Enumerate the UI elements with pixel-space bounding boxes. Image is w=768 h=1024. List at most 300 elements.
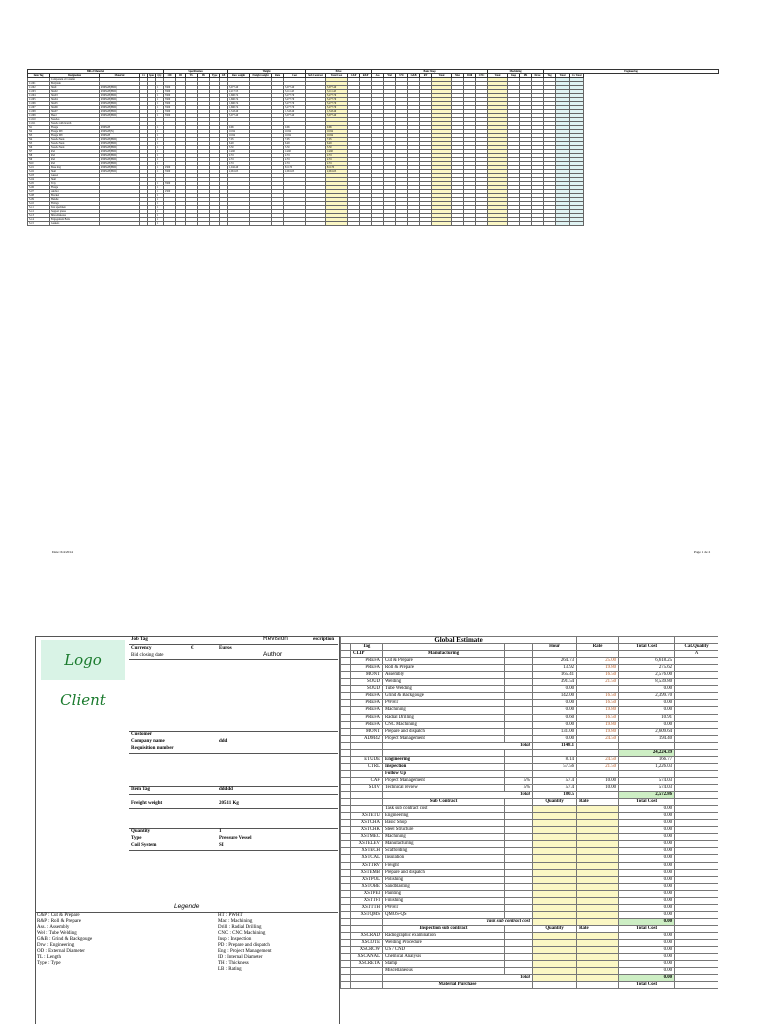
bom-cell: Shell3 [50,94,100,98]
estimate-cell: 0.00 [619,911,675,918]
bom-column-header: Mac [452,74,464,78]
estimate-cell: 57.4 [533,784,577,791]
estimate-cell [505,686,533,693]
estimate-cell: 0.00 [619,686,675,693]
estimate-cell: XSTCHK [351,827,383,834]
legende-item: LB : Rating [218,967,242,972]
estimate-cell: Total [383,975,533,982]
estimate-cell [351,742,383,749]
estimate-cell [577,651,619,658]
bom-group-header: Weight [228,70,306,74]
manufacturing-row [341,707,719,714]
estimate-cell: 0.00 [533,735,577,742]
estimate-cell [341,799,351,806]
estimate-cell [675,940,718,947]
estimate-cell [341,806,351,813]
bom-cell: 3500 [164,86,176,90]
estimate-cell [505,700,533,707]
bom-cell: P265GH(BSD) [100,106,140,110]
bom-cell: C-001 [28,82,50,86]
estimate-cell: Steel Structure [383,827,505,834]
bom-cell: 3.50 [284,146,306,150]
estimate-cell [341,679,351,686]
task-sub-total-row [341,918,719,925]
estimate-cell: Sandblasting [383,883,505,890]
estimate-cell [675,672,718,679]
legende-left [37,913,217,967]
estimate-cell: Roll & Prepare [383,665,505,672]
bom-cell [284,222,306,226]
manufacturing-row [341,693,719,700]
estimate-cell: 574.03 [619,777,675,784]
bom-group-header: Price [306,70,372,74]
manufacturing-row [341,686,719,693]
estimate-cell [505,827,533,834]
estimate-cell: MONT [351,672,383,679]
estimate-cell [505,925,533,932]
bom-cell: 2.53 [284,162,306,166]
estimate-cell: Tube Welding [383,686,505,693]
estimate-cell: Total Cost [619,982,675,989]
logo-client: Logo Client [41,640,125,680]
estimate-cell: 0.00 [619,862,675,869]
estimate-cell: 0.00 [619,855,675,862]
estimate-cell [577,637,619,644]
estimate-cell: Cut & Prepare [383,658,505,665]
bom-cell: S-09 [28,198,50,202]
bom-cell: 6.48 [228,142,250,146]
estimate-cell: XSCRAD [351,932,383,939]
hour-header: Hour [533,644,577,651]
bom-column-header: Drill [464,74,476,78]
bom-cell: 3,277.79 [284,98,306,102]
bom-cell: 1 [156,90,164,94]
sub-contract-row [341,869,719,876]
bom-cell: P265GH [100,126,140,130]
bom-cell [476,222,488,226]
estimate-cell [675,658,718,665]
bom-cell [532,222,544,226]
estimate-cell: ADM42 [351,735,383,742]
estimate-cell [341,777,351,784]
estimate-cell [675,714,718,721]
estimate-cell [533,904,577,911]
estimate-cell [675,954,718,961]
estimate-cell [577,911,619,918]
estimate-cell: 19.80 [577,707,619,714]
estimate-cell [341,954,351,961]
bom-column-header: Ass [372,74,384,78]
estimate-cell: Scaffolding [383,848,505,855]
legende-item: OD : External Diameter [37,949,85,954]
task-sub-cost-label: Task sub contract cost [383,918,533,925]
engineering-row [341,763,719,770]
sub-contract-header: Sub Contract [383,799,505,806]
estimate-cell [675,700,718,707]
estimate-cell: 0.00 [533,721,577,728]
estimate-cell [619,770,675,777]
bom-cell: 1 [156,102,164,106]
estimate-cell [533,932,577,939]
estimate-cell: 13.92 [533,665,577,672]
bom-cell: 811.70 [284,166,306,170]
estimate-cell [577,813,619,820]
estimate-cell [577,749,619,756]
bom-cell: 3,277.79 [284,106,306,110]
estimate-cell: 10.91 [619,714,675,721]
bom-cell [176,222,186,226]
estimate-cell: Inspection [383,763,505,770]
bom-column-header: TL [186,74,198,78]
estimate-cell: XSCRETA [351,961,383,968]
estimate-cell [675,686,718,693]
bom-cell [488,222,508,226]
estimate-cell [533,848,577,855]
bom-column-header: RT [420,74,432,78]
estimate-cell: 19.80 [577,728,619,735]
global-estimate-table [340,636,718,989]
estimate-cell [675,869,718,876]
estimate-cell: 2,576.00 [619,672,675,679]
bom-cell [198,222,210,226]
estimate-cell: 19.80 [577,665,619,672]
bom-cell: 3500 [164,106,176,110]
bom-cell: 0.96 [326,126,348,130]
sub-contract-row [341,855,719,862]
bom-cell: 10.84 [284,130,306,134]
bom-cell: 0.96 [228,126,250,130]
estimate-cell: Insulation [383,855,505,862]
estimate-cell [533,827,577,834]
bom-cell: Nozzle with branch [50,122,100,126]
bom-cell: Nozzles [50,118,100,122]
estimate-cell [505,679,533,686]
bom-cell: P265GH(BSD) [100,94,140,98]
estimate-cell [341,672,351,679]
bom-cell: Pad [50,162,100,166]
bom-cell: C-005 [28,98,50,102]
tag-header: Tag [351,644,383,651]
estimate-cell: 131.00 [533,728,577,735]
bom-cell: P265GH(BSD) [100,102,140,106]
bom-cell: Shell [50,86,100,90]
type-label: Type [131,836,142,841]
bom-cell [464,222,476,226]
estimate-cell: XSTQMS [351,911,383,918]
estimate-cell: Rate [577,925,619,932]
estimate-cell [505,954,533,961]
bom-cell [210,222,220,226]
estimate-cell: 0.00 [619,883,675,890]
estimate-cell [577,841,619,848]
estimate-cell: Miscellaneous [383,968,505,975]
estimate-cell [577,932,619,939]
bom-cell: 1,543.49 [284,110,306,114]
estimate-cell [675,784,718,791]
bom-cell [452,222,464,226]
estimate-cell [577,954,619,961]
bom-cell: 1,690.74 [228,106,250,110]
bom-cell [396,222,408,226]
type-value: Pressure Vessel [219,836,252,841]
task-sub-cost: 0.00 [619,918,675,925]
bom-cell: 3,111.43 [326,90,348,94]
estimate-cell: MONT [351,728,383,735]
bom-cell: Flange DN [50,134,100,138]
estimate-cell [341,770,351,777]
bom-column-header: Type [210,74,220,78]
estimate-cell [675,679,718,686]
bom-cell: P265GH(BSD) [100,110,140,114]
estimate-cell: PREFA [351,665,383,672]
bom-column-header: Total Cost [326,74,348,78]
global-estimate-table-wrap [340,636,718,989]
bom-cell: P265GH(BSD) [100,146,140,150]
estimate-cell [533,749,577,756]
sub-contract-row [341,827,719,834]
task-sub-row [341,806,719,813]
bom-cell: Engagement Bolts [50,218,100,222]
bom-cell: Pad [50,158,100,162]
estimate-cell: 2,399.70 [619,693,675,700]
bom-cell: 1 [156,190,164,194]
bom-cell: 3,277.79 [284,102,306,106]
estimate-cell [341,925,351,932]
estimate-cell: 8.14 [533,756,577,763]
bom-cell: 1 [156,106,164,110]
estimate-cell: 0.00 [619,897,675,904]
bom-cell: 1,690.74 [228,98,250,102]
estimate-cell: Stamp [383,961,505,968]
estimate-cell: Engineering [383,813,505,820]
bom-cell: 3,277.79 [284,94,306,98]
estimate-header-row [341,644,719,651]
sub-contract-row [341,890,719,897]
estimate-cell: XSCANAL [351,954,383,961]
bom-cell: 2500 [164,166,176,170]
fu-total-cost: 2,572.86 [619,792,675,799]
estimate-cell: XSTETU [351,813,383,820]
bom-cell: P265GH(BSD) [100,86,140,90]
estimate-cell [533,869,577,876]
bom-cell: 3,111.43 [284,90,306,94]
bom-cell: N9 [28,158,50,162]
bom-cell: 2.53 [228,158,250,162]
estimate-cell [675,749,718,756]
fu-total-hour: 180.5 [533,792,577,799]
estimate-cell [533,862,577,869]
estimate-cell: PREFA [351,658,383,665]
follow-up-item-row [341,777,719,784]
estimate-cell: Polishing [383,876,505,883]
cat-quality-header: Cat.Quality [675,644,718,651]
bom-cell: 1 [156,126,164,130]
bom-cell: N6 [28,146,50,150]
sub-contract-row [341,841,719,848]
estimate-cell [505,728,533,735]
estimate-cell [675,756,718,763]
estimate-cell: Radial Drilling [383,714,505,721]
bom-cell: 3,077.40 [326,114,348,118]
total-label: Total [383,742,533,749]
estimate-cell [577,940,619,947]
bom-column-header: CNC [476,74,488,78]
clip-label: CLIP [351,651,383,658]
estimate-cell [577,862,619,869]
bom-cell: Bodyside [50,82,100,86]
bom-cell: 14.60 [284,150,306,154]
estimate-cell [341,658,351,665]
bom-table [27,69,719,226]
bid-closing-label: Bid closing date [131,653,164,658]
estimate-cell [577,869,619,876]
estimate-cell: Welding [383,679,505,686]
estimate-cell [533,883,577,890]
bom-cell: Nozzle Neck [50,146,100,150]
estimate-cell [505,672,533,679]
bom-column-header: Total [556,74,570,78]
estimate-cell: Freight [383,862,505,869]
legende-item: ID : Internal Diameter [218,955,263,960]
bom-cell: S-01 [28,166,50,170]
estimate-cell: XSTTTH [351,904,383,911]
estimate-cell: 1,226.03 [619,763,675,770]
estimate-cell [533,820,577,827]
bom-cell: 1 [156,162,164,166]
bom-cell: 10.84 [228,134,250,138]
currency-label: Currency [131,646,152,651]
estimate-cell [505,820,533,827]
estimate-cell [341,742,351,749]
bom-cell: 7.05 [326,138,348,142]
estimate-cell [505,721,533,728]
estimate-cell: Basic Shop [383,820,505,827]
estimate-cell: Total [383,792,533,799]
bom-cell: 7.05 [284,138,306,142]
sub-contract-row [341,848,719,855]
estimate-cell [533,876,577,883]
bom-cell: P265GH(BSD) [100,170,140,174]
estimate-cell [533,651,577,658]
bom-column-header: Total [488,74,508,78]
estimate-cell: PWHT [383,904,505,911]
page-date: Date: 6/4/2014 [52,550,73,554]
bom-cell: 1,543.49 [228,110,250,114]
bom-cell: 1 [156,198,164,202]
bom-cell: N2 [28,130,50,134]
bom-cell: 1 [156,110,164,114]
customer-label: Customer [131,732,153,737]
bom-column-header: LB [220,74,228,78]
bom-cell: S-10 [28,202,50,206]
estimate-cell [341,784,351,791]
bom-column-header: OD [164,74,176,78]
estimate-cell: Welding Procedure [383,940,505,947]
estimate-cell [675,968,718,975]
bom-column-header: Ht [198,74,210,78]
estimate-cell [619,651,675,658]
bom-cell: 1 [156,94,164,98]
estimate-cell [675,932,718,939]
bom-cell: 10.84 [326,130,348,134]
page-number: Page 1 de 2 [694,550,711,554]
bom-cell: 3500 [164,114,176,118]
bom-cell: 1 [156,86,164,90]
estimate-cell: 0.00 [619,721,675,728]
estimate-cell: Finishing [383,897,505,904]
estimate-cell [577,806,619,813]
estimate-cell [341,932,351,939]
estimate-cell [675,841,718,848]
rate-header: Rate [577,644,619,651]
estimate-cell [341,883,351,890]
sub-contract-row [341,883,719,890]
estimate-cell [505,897,533,904]
bom-column-header: Spec [149,74,155,77]
bom-cell: Shell7 [50,110,100,114]
estimate-cell: 0.00 [619,848,675,855]
estimate-cell [675,792,718,799]
estimate-cell: 0.00 [619,954,675,961]
bom-cell: 3,277.79 [326,106,348,110]
bom-cell: N3 [28,134,50,138]
bom-group-header: Bill of Material [28,70,164,74]
bom-cell: 1 [156,166,164,170]
legende-right [218,913,336,973]
estimate-cell: 5% [505,784,533,791]
legende-item: Type : Type [37,961,61,966]
bom-column-header: Wel [384,74,396,78]
fu-total-row [341,792,719,799]
bom-cell: 1 [156,98,164,102]
legende-item: R&P : Roll & Prepare [37,919,81,924]
bom-cell [420,222,432,226]
bom-cell [348,222,360,226]
estimate-cell: Grind & Backgouge [383,693,505,700]
bom-cell [164,222,176,226]
manufacturing-row [341,679,719,686]
manufacturing-row [341,728,719,735]
sub-contract-row [341,813,719,820]
estimate-cell [533,982,577,989]
bom-cell: Anchor [50,190,100,194]
legende-item: Ass. : Assembly [37,925,70,930]
estimate-cell: PREFA [351,707,383,714]
estimate-cell: XSCRCW [351,947,383,954]
bom-cell: P265GH(BSD) [100,138,140,142]
estimate-cell: XSTTRV [351,862,383,869]
bom-cell: 2.53 [326,154,348,158]
bom-cell: C-002 [28,86,50,90]
estimate-cell [533,975,577,982]
job-tag-label: Job Tag [131,637,148,642]
bom-cell: 3,077.40 [326,86,348,90]
estimate-cell [505,855,533,862]
estimate-cell: 24.50 [577,756,619,763]
estimate-cell: XSCOTE [351,940,383,947]
estimate-cell [505,756,533,763]
estimate-cell [675,848,718,855]
estimate-cell [505,735,533,742]
bom-cell: 3.50 [326,146,348,150]
estimate-cell [533,841,577,848]
bom-cell: P265GH(BSD) [100,150,140,154]
mfg-total-cost-row [341,749,719,756]
estimate-cell [675,693,718,700]
estimate-cell [577,961,619,968]
estimate-cell: Painting [383,890,505,897]
mfg-total-hour: 1148.1 [533,742,577,749]
